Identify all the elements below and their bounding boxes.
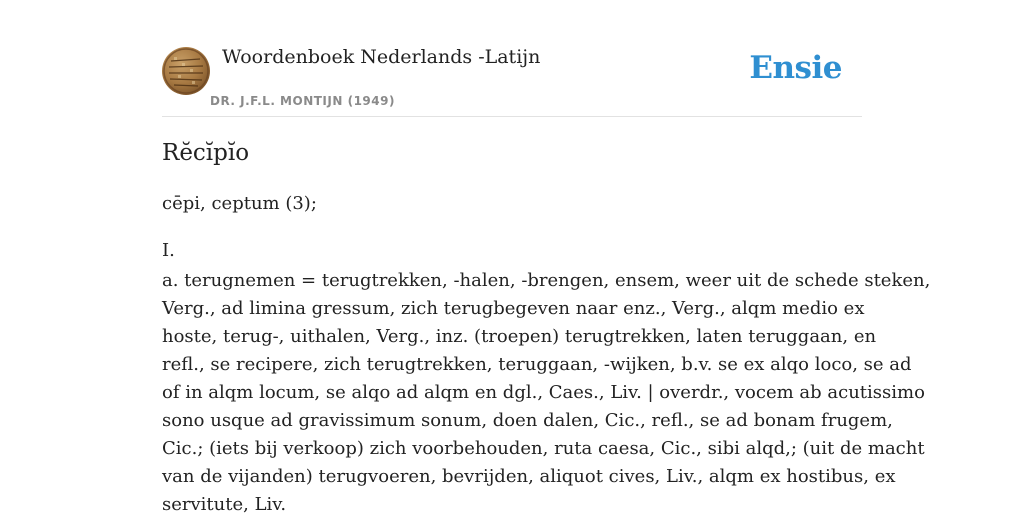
definition-line: hoste, terug-, uithalen, Verg., inz. (troepen) terugtrekken, laten teruggaan, en [162,326,877,347]
definition-line: servitute, Liv. [162,494,287,515]
entry-headword: Rĕcĭpĭo [162,140,250,166]
definition-line: of in alqm locum, se alqo ad alqm en dgl., Caes., Liv. | overdr., vocem ab acutissimo [162,382,925,403]
definition-line: Verg., ad limina gressum, zich terugbegeven naar enz., Verg., alqm medio ex [162,298,865,319]
brand-logo[interactable]: Ensie [749,50,842,86]
definition-line: refl., se recipere, zich terugtrekken, teruggaan, -wijken, b.v. se ex alqo loco, se ad [162,354,912,375]
definition-line: sono usque ad gravissimum sonum, doen dalen, Cic., refl., se ad bonam frugem, [162,410,893,431]
coin-seal-icon[interactable] [162,47,210,95]
entry-forms: cēpi, ceptum (3); [162,193,317,214]
author-byline: DR. J.F.L. MONTIJN (1949) [210,94,395,108]
sense-numeral: I. [162,240,175,261]
definition-line: a. terugnemen = terugtrekken, -halen, -brengen, ensem, weer uit de schede steken, [162,270,931,291]
entry-definition [162,267,931,519]
book-title[interactable]: Woordenboek Nederlands -Latijn [222,46,541,68]
header [162,0,862,117]
page [162,0,931,515]
definition-line: van de vijanden) terugvoeren, bevrijden, aliquot cives, Liv., alqm ex hostibus, ex [162,466,896,487]
definition-line: Cic.; (iets bij verkoop) zich voorbehouden, ruta caesa, Cic., sibi alqd,; (uit de macht [162,438,925,459]
